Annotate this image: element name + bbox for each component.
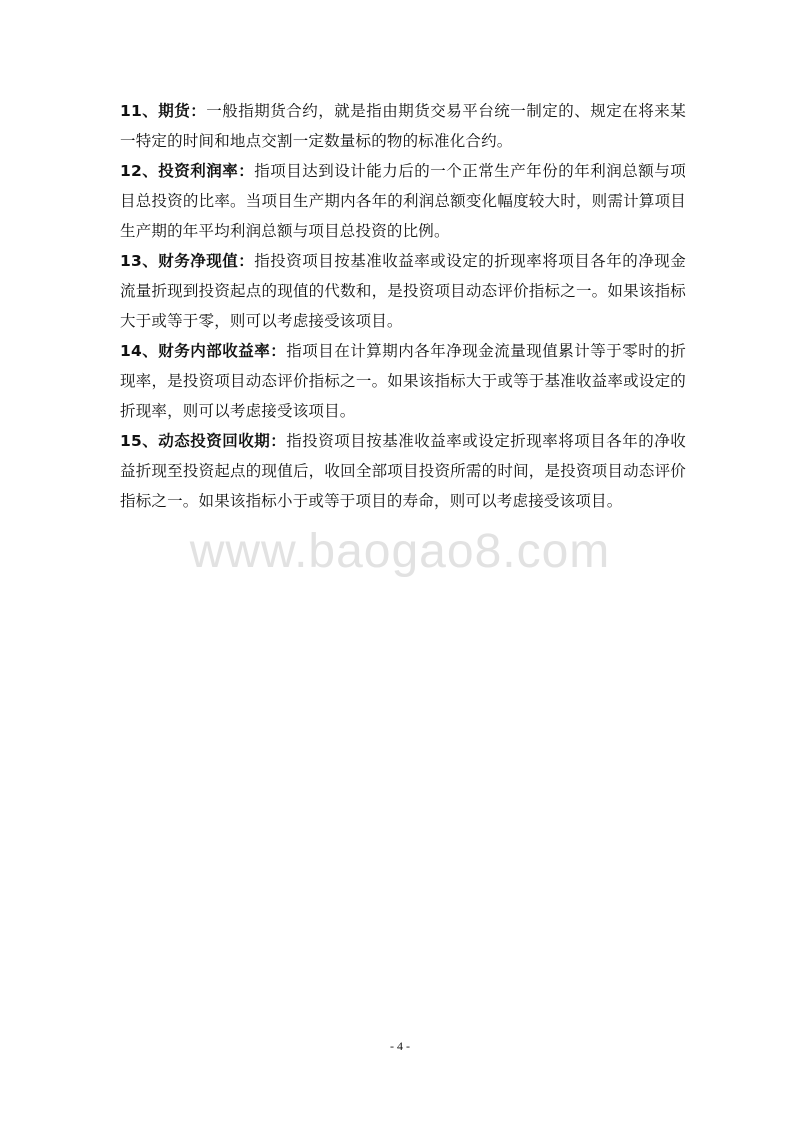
glossary-definition: 指投资项目按基准收益率或设定的折现率将项目各年的净现金流量折现到投资起点的现值的代数和，是投资项目动态评价指标之一。如果该指标大于或等于零，则可以考虑接受该项目。 — [120, 252, 686, 330]
glossary-term: 14、财务内部收益率： — [120, 342, 287, 360]
glossary-entry-11 — [120, 96, 686, 156]
glossary-term: 15、动态投资回收期： — [120, 432, 287, 450]
page-number: - 4 - — [390, 1039, 410, 1053]
glossary-content — [120, 96, 686, 516]
glossary-entry-15 — [120, 426, 686, 516]
glossary-entry-12 — [120, 156, 686, 246]
glossary-entry-13 — [120, 246, 686, 336]
glossary-definition: 指投资项目按基准收益率或设定折现率将项目各年的净收益折现至投资起点的现值后，收回全部项目投资所需的时间，是投资项目动态评价指标之一。如果该指标小于或等于项目的寿命，则可以考虑接受该项目。 — [120, 432, 686, 510]
glossary-definition: 一般指期货合约，就是指由期货交易平台统一制定的、规定在将来某一特定的时间和地点交割一定数量标的物的标准化合约。 — [120, 102, 686, 150]
glossary-term: 11、期货： — [120, 102, 207, 120]
glossary-entry-14 — [120, 336, 686, 426]
glossary-definition: 指项目达到设计能力后的一个正常生产年份的年利润总额与项目总投资的比率。当项目生产期内各年的利润总额变化幅度较大时，则需计算项目生产期的年平均利润总额与项目总投资的比例。 — [120, 162, 686, 240]
glossary-term: 12、投资利润率： — [120, 162, 255, 180]
glossary-definition: 指项目在计算期内各年净现金流量现值累计等于零时的折现率，是投资项目动态评价指标之一。如果该指标大于或等于基准收益率或设定的折现率，则可以考虑接受该项目。 — [120, 342, 686, 420]
watermark: www.baogao8.com — [189, 525, 611, 578]
glossary-term: 13、财务净现值： — [120, 252, 255, 270]
